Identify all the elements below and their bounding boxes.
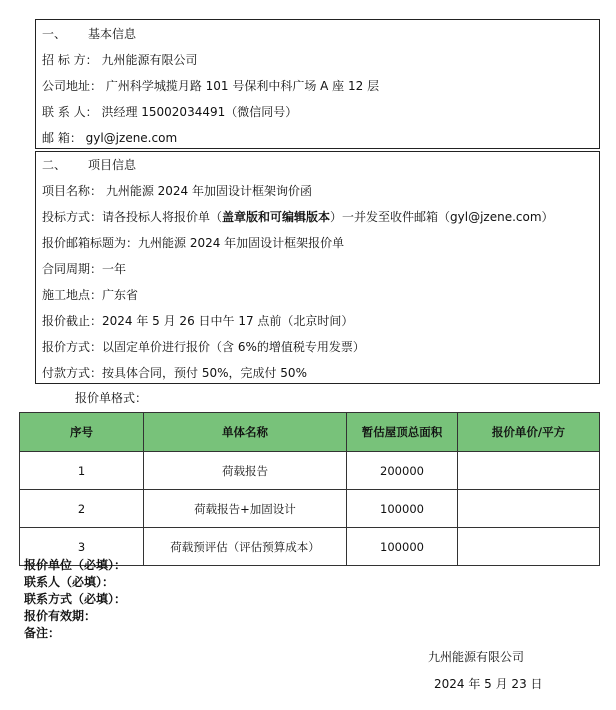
cell-index: 1 [20, 452, 144, 490]
email-subject-row: 报价邮箱标题为：九州能源 2024 年加固设计框架报价单 [42, 236, 345, 250]
payment-method-row: 付款方式：按具体合同，预付 50%，完成付 50% [42, 366, 307, 380]
contract-period-row: 合同周期：一年 [42, 262, 127, 276]
section-number: 二、 [42, 158, 67, 172]
company-address-row: 公司地址： 广州科学城揽月路 101 号保利中科广场 A 座 12 层 [42, 79, 380, 93]
table-row [20, 452, 600, 490]
cell-area: 200000 [347, 452, 458, 490]
section-number: 一、 [42, 27, 67, 41]
cell-unit-price[interactable] [458, 452, 600, 490]
section-heading: 基本信息 [88, 27, 137, 41]
signature-company: 九州能源有限公司 [428, 650, 525, 664]
project-name-row: 项目名称： 九州能源 2024 年加固设计框架询价函 [42, 184, 312, 198]
project-info-section [35, 151, 600, 384]
site-location-row: 施工地点：广东省 [42, 288, 139, 302]
table-row [20, 490, 600, 528]
section-heading: 项目信息 [88, 158, 137, 172]
cell-unit-price[interactable] [458, 528, 600, 566]
cell-index: 2 [20, 490, 144, 528]
field-remarks: 备注： [24, 626, 61, 640]
submit-bold-text: 盖章版和可编辑版本 [222, 210, 331, 224]
section-title-basic [42, 26, 136, 42]
quote-method-row: 报价方式：以固定单价进行报价（含 6%的增值税专用发票） [42, 340, 365, 354]
table-header-row [20, 413, 600, 452]
quote-format-label: 报价单格式： [75, 391, 148, 405]
submit-prefix: 投标方式：请各投标人将报价单（ [42, 210, 223, 224]
cell-item-name: 荷载报告+加固设计 [144, 490, 347, 528]
quote-table [19, 412, 600, 566]
header-area: 暂估屋顶总面积 [347, 413, 458, 452]
deadline-row: 报价截止：2024 年 5 月 26 日中午 17 点前（北京时间） [42, 314, 354, 328]
cell-index: 3 [20, 528, 144, 566]
cell-area: 100000 [347, 490, 458, 528]
email-row: 邮 箱： gyl@jzene.com [42, 131, 178, 145]
section-title-project [42, 157, 136, 173]
field-contact-info: 联系方式（必填）： [24, 592, 127, 606]
field-contact-person: 联系人（必填）： [24, 575, 115, 589]
submit-suffix: ）一并发至收件邮箱（gyl@jzene.com） [330, 210, 554, 224]
tenderer-row: 招 标 方： 九州能源有限公司 [42, 53, 198, 67]
submit-method-row [42, 209, 554, 225]
cell-unit-price[interactable] [458, 490, 600, 528]
header-item-name: 单体名称 [144, 413, 347, 452]
cell-item-name: 荷载报告 [144, 452, 347, 490]
signature-date: 2024 年 5 月 23 日 [434, 677, 543, 691]
cell-item-name: 荷载预评估（评估预算成本） [144, 528, 347, 566]
basic-info-section [35, 19, 600, 149]
header-unit-price: 报价单价/平方 [458, 413, 600, 452]
header-index: 序号 [20, 413, 144, 452]
field-validity: 报价有效期： [24, 609, 97, 623]
cell-area: 100000 [347, 528, 458, 566]
contact-row: 联 系 人： 洪经理 15002034491（微信同号） [42, 105, 298, 119]
field-quote-company: 报价单位（必填）： [24, 558, 127, 572]
